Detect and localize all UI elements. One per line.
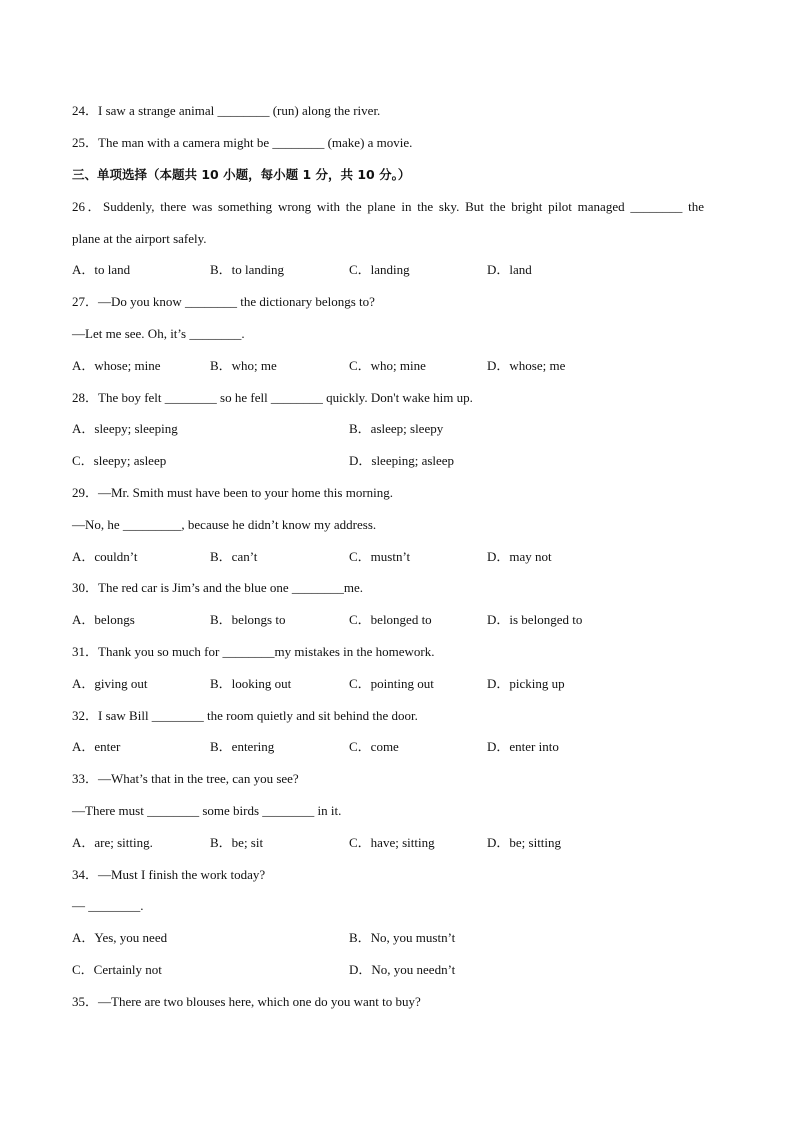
question-29-line1: 29．—Mr. Smith must have been to your home this morning.	[72, 485, 394, 500]
q31-option-c: C．pointing out	[349, 676, 434, 691]
question-29-line2: —No, he _________, because he didn’t know my address.	[72, 517, 377, 532]
q27-option-b: B．who; me	[210, 358, 277, 373]
section-heading: 三、单项选择（本题共 10 小题，每小题 1 分，共 10 分。）	[72, 167, 411, 182]
q34-option-b: B．No, you mustn’t	[349, 930, 456, 945]
q26-option-a: A．to land	[72, 262, 131, 277]
q31-option-d: D．picking up	[487, 676, 565, 691]
q34-option-c: C．Certainly not	[72, 962, 162, 977]
q28-option-d: D．sleeping; asleep	[349, 453, 455, 468]
q34-option-a: A．Yes, you need	[72, 930, 168, 945]
question-26-line1: 26．Suddenly, there was something wrong with the plane in the sky. But the bright pilot managed ________ the	[72, 199, 704, 214]
q26-option-b: B．to landing	[210, 262, 285, 277]
q33-option-b: B．be; sit	[210, 835, 264, 850]
q28-option-a: A．sleepy; sleeping	[72, 421, 178, 436]
q34-option-d: D．No, you needn’t	[349, 962, 456, 977]
q26-option-d: D．land	[487, 262, 532, 277]
q28-option-c: C．sleepy; asleep	[72, 453, 167, 468]
q33-option-c: C．have; sitting	[349, 835, 435, 850]
question-27-line2: —Let me see. Oh, it’s ________.	[72, 326, 245, 341]
q33-option-a: A．are; sitting.	[72, 835, 153, 850]
q27-option-c: C．who; mine	[349, 358, 426, 373]
q30-option-b: B．belongs to	[210, 612, 286, 627]
q30-option-c: C．belonged to	[349, 612, 432, 627]
question-25: 25．The man with a camera might be ________ (make) a movie.	[72, 135, 413, 150]
q32-option-d: D．enter into	[487, 739, 559, 754]
question-33-line1: 33．—What’s that in the tree, can you see?	[72, 771, 299, 786]
q29-option-d: D．may not	[487, 549, 552, 564]
question-33-line2: —There must ________ some birds ________ in it.	[72, 803, 342, 818]
q28-option-b: B．asleep; sleepy	[349, 421, 444, 436]
q33-option-d: D．be; sitting	[487, 835, 562, 850]
question-27-line1: 27．—Do you know ________ the dictionary belongs to?	[72, 294, 375, 309]
q31-option-a: A．giving out	[72, 676, 148, 691]
question-31: 31．Thank you so much for ________my mistakes in the homework.	[72, 644, 435, 659]
question-34-line1: 34．—Must I finish the work today?	[72, 867, 266, 882]
q32-option-c: C．come	[349, 739, 399, 754]
q30-option-a: A．belongs	[72, 612, 135, 627]
question-28: 28．The boy felt ________ so he fell ________ quickly. Don't wake him up.	[72, 390, 473, 405]
q29-option-c: C．mustn’t	[349, 549, 411, 564]
q29-option-a: A．couldn’t	[72, 549, 138, 564]
q31-option-b: B．looking out	[210, 676, 292, 691]
q26-option-c: C．landing	[349, 262, 410, 277]
q32-option-b: B．entering	[210, 739, 275, 754]
question-30: 30．The red car is Jim’s and the blue one ________me.	[72, 580, 363, 595]
q27-option-a: A．whose; mine	[72, 358, 161, 373]
question-35-line1: 35．—There are two blouses here, which one do you want to buy?	[72, 994, 421, 1009]
q29-option-b: B．can’t	[210, 549, 258, 564]
question-32: 32．I saw Bill ________ the room quietly and sit behind the door.	[72, 708, 418, 723]
q30-option-d: D．is belonged to	[487, 612, 583, 627]
question-34-line2: — ________.	[72, 898, 144, 913]
q32-option-a: A．enter	[72, 739, 121, 754]
q27-option-d: D．whose; me	[487, 358, 566, 373]
question-26-line2: plane at the airport safely.	[72, 231, 207, 246]
question-24: 24．I saw a strange animal ________ (run) along the river.	[72, 103, 381, 118]
